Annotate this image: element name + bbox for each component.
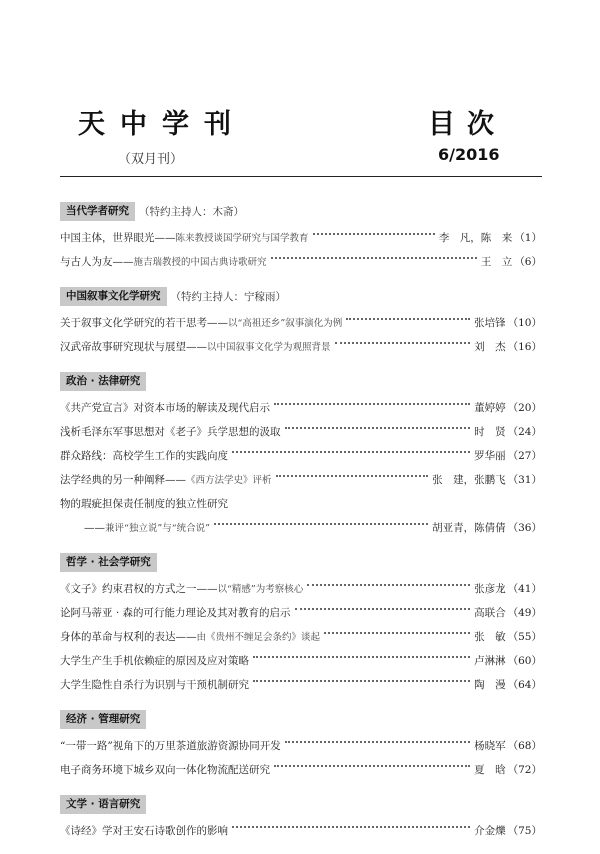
dot-leader <box>307 584 470 586</box>
entry-main-title: 论阿马蒂亚 · 森的可行能力理论及其对教育的启示 <box>60 606 291 619</box>
section-label: 文学 · 语言研究 <box>60 795 146 814</box>
toc-entry[interactable] <box>60 624 542 648</box>
entry-author: 夏 晗 <box>474 763 506 776</box>
entry-page-number: （31） <box>507 473 542 486</box>
section-label: 政治 · 法律研究 <box>60 372 146 391</box>
entry-title <box>60 424 281 439</box>
dot-leader <box>335 342 471 344</box>
toc-entry[interactable] <box>60 672 542 696</box>
entry-title <box>60 605 291 620</box>
entry-page-number: （24） <box>507 425 542 438</box>
toc-entry[interactable] <box>60 733 542 757</box>
toc-entry[interactable] <box>60 515 542 539</box>
toc-entry[interactable] <box>60 648 542 672</box>
entry-author: 董婷婷 <box>474 401 506 414</box>
entry-author: 张 建，张鹏飞 <box>432 473 506 486</box>
entry-title <box>60 230 309 245</box>
entry-main-title: 中国主体，世界眼光—— <box>60 231 176 244</box>
section-header <box>60 200 542 222</box>
entry-title <box>60 496 542 511</box>
entry-author: 介金爍 <box>474 824 506 837</box>
entry-author: 李 凡，陈 来 <box>438 231 513 244</box>
toc-entry[interactable] <box>60 443 542 467</box>
dot-leader <box>232 451 470 453</box>
entry-author: 张彦龙 <box>474 582 506 595</box>
toc-entry[interactable] <box>60 818 542 842</box>
toc-section <box>60 551 542 696</box>
dot-leader <box>271 257 477 259</box>
entry-author: 张 敏 <box>474 630 506 643</box>
entry-author: 罗华丽 <box>474 449 506 462</box>
entry-author: 张培锋 <box>474 316 506 329</box>
dot-leader <box>232 826 470 828</box>
section-header <box>60 708 542 730</box>
section-header <box>60 370 542 392</box>
dot-leader <box>346 318 470 320</box>
entry-page-number: （20） <box>507 401 542 414</box>
section-label: 经济 · 管理研究 <box>60 710 146 729</box>
toc-section <box>60 285 542 358</box>
entry-author: 高联合 <box>474 606 506 619</box>
entry-page-number: （1） <box>514 231 542 244</box>
dot-leader <box>285 427 471 429</box>
entry-title <box>60 254 267 269</box>
entry-subtitle: 以中国叙事文化学为观照背景 <box>207 341 331 353</box>
entry-author: 胡亚青，陈倩倩 <box>432 521 506 534</box>
publication-frequency: （双月刊） <box>118 152 184 167</box>
entry-subtitle: 以“精感”为考察核心 <box>217 583 304 595</box>
header-divider <box>60 176 542 177</box>
entry-page-number: （75） <box>507 824 542 837</box>
dot-leader <box>276 475 429 477</box>
entry-page-number: （68） <box>507 739 542 752</box>
journal-title: 天中学刊 <box>78 109 246 140</box>
entry-author: 陶 漫 <box>474 678 506 691</box>
entry-main-title: 《诗经》学对王安石诗歌创作的影响 <box>60 824 228 837</box>
toc-sections <box>60 200 542 854</box>
toc-entry[interactable] <box>60 334 542 358</box>
dot-leader <box>214 523 428 525</box>
entry-main-title: 与古人为友—— <box>60 255 134 268</box>
entry-subtitle: 施吉瑞教授的中国古典诗歌研究 <box>133 256 267 268</box>
toc-entry[interactable] <box>60 310 542 334</box>
entry-subtitle: 由《贵州不缠足会条约》谈起 <box>196 631 321 643</box>
toc-entry[interactable] <box>60 395 542 419</box>
entry-page-number: （49） <box>507 606 542 619</box>
toc-entry[interactable] <box>60 576 542 600</box>
entry-title <box>60 315 342 330</box>
entry-page-number: （55） <box>507 630 542 643</box>
entry-author: 王 立 <box>480 255 513 268</box>
entry-subtitle: 《西方法学史》评析 <box>186 474 272 486</box>
entry-main-title: 法学经典的另一种阐释—— <box>60 473 186 486</box>
entry-page-number: （64） <box>507 678 542 691</box>
entry-page-number: （10） <box>507 316 542 329</box>
toc-entry[interactable] <box>60 467 542 491</box>
entry-page-number: （60） <box>507 654 542 667</box>
toc-section <box>60 370 542 539</box>
dot-leader <box>253 680 470 682</box>
toc-entry[interactable] <box>60 757 542 781</box>
section-header <box>60 285 542 307</box>
section-header <box>60 551 542 573</box>
dot-leader <box>313 233 435 235</box>
toc-entry[interactable] <box>60 491 542 515</box>
entry-title <box>60 472 272 487</box>
dot-leader <box>274 765 470 767</box>
toc-section <box>60 708 542 781</box>
entry-main-title: 电子商务环境下城乡双向一体化物流配送研究 <box>60 763 270 776</box>
entry-title <box>60 629 320 644</box>
entry-main-title: 大学生产生手机依赖症的原因及应对策略 <box>60 654 249 667</box>
section-host: （特约主持人：木斋） <box>139 205 244 218</box>
entry-title <box>60 448 228 463</box>
entry-title <box>60 823 228 838</box>
dot-leader <box>295 608 471 610</box>
section-header <box>60 793 542 815</box>
entry-title <box>60 677 249 692</box>
entry-author: 卢淋淋 <box>474 654 506 667</box>
dot-leader <box>253 656 470 658</box>
entry-author: 刘 杰 <box>474 340 506 353</box>
entry-title <box>60 339 331 354</box>
section-label: 中国叙事文化学研究 <box>60 287 167 306</box>
section-label: 当代学者研究 <box>60 202 135 221</box>
entry-title <box>60 400 270 415</box>
toc-entry[interactable] <box>60 419 542 443</box>
entry-title <box>60 653 249 668</box>
entry-main-title: 物的瑕疵担保责任制度的独立性研究 <box>60 497 228 510</box>
section-label: 哲学 · 社会学研究 <box>60 553 157 572</box>
entry-main-title: 《文子》约束君权的方式之一—— <box>60 582 218 595</box>
entry-page-number: （6） <box>514 255 542 268</box>
entry-page-number: （27） <box>507 449 542 462</box>
entry-title <box>60 762 270 777</box>
toc-title: 目次 <box>428 109 506 140</box>
entry-page-number: （41） <box>507 582 542 595</box>
entry-main-title: “一带一路”视角下的万里茶道旅游资源协同开发 <box>60 739 281 752</box>
entry-title <box>60 520 210 534</box>
entry-title <box>60 738 281 753</box>
entry-author: 时 贤 <box>474 425 506 438</box>
entry-main-title: —— <box>84 522 105 534</box>
toc-entry[interactable] <box>60 249 542 273</box>
issue-number: 6/2016 <box>438 145 500 164</box>
entry-subtitle: 以“高祖还乡”叙事演化为例 <box>228 317 343 329</box>
toc-entry[interactable] <box>60 225 542 249</box>
section-host: （特约主持人：宁稼雨） <box>170 290 286 303</box>
entry-main-title: 身体的革命与权利的表达—— <box>60 630 197 643</box>
toc-section <box>60 793 542 842</box>
toc-entry[interactable] <box>60 600 542 624</box>
toc-section <box>60 200 542 273</box>
entry-title <box>60 581 303 596</box>
dot-leader <box>285 741 470 743</box>
entry-main-title: 《共产党宣言》对资本市场的解读及现代启示 <box>60 401 270 414</box>
entry-page-number: （36） <box>507 521 542 534</box>
entry-author: 杨晓军 <box>474 739 506 752</box>
entry-subtitle: 兼评“独立说”与“统合说” <box>105 523 210 534</box>
entry-main-title: 群众路线：高校学生工作的实践向度 <box>60 449 228 462</box>
entry-main-title: 汉武帝故事研究现状与展望—— <box>60 340 207 353</box>
entry-main-title: 关于叙事文化学研究的若干思考—— <box>60 316 228 329</box>
entry-page-number: （16） <box>507 340 542 353</box>
entry-subtitle: 陈来教授谈国学研究与国学教育 <box>175 232 309 244</box>
entry-main-title: 大学生隐性自杀行为识别与干预机制研究 <box>60 678 249 691</box>
dot-leader <box>274 403 470 405</box>
dot-leader <box>324 632 470 634</box>
entry-page-number: （72） <box>507 763 542 776</box>
entry-main-title: 浅析毛泽东军事思想对《老子》兵学思想的汲取 <box>60 425 281 438</box>
